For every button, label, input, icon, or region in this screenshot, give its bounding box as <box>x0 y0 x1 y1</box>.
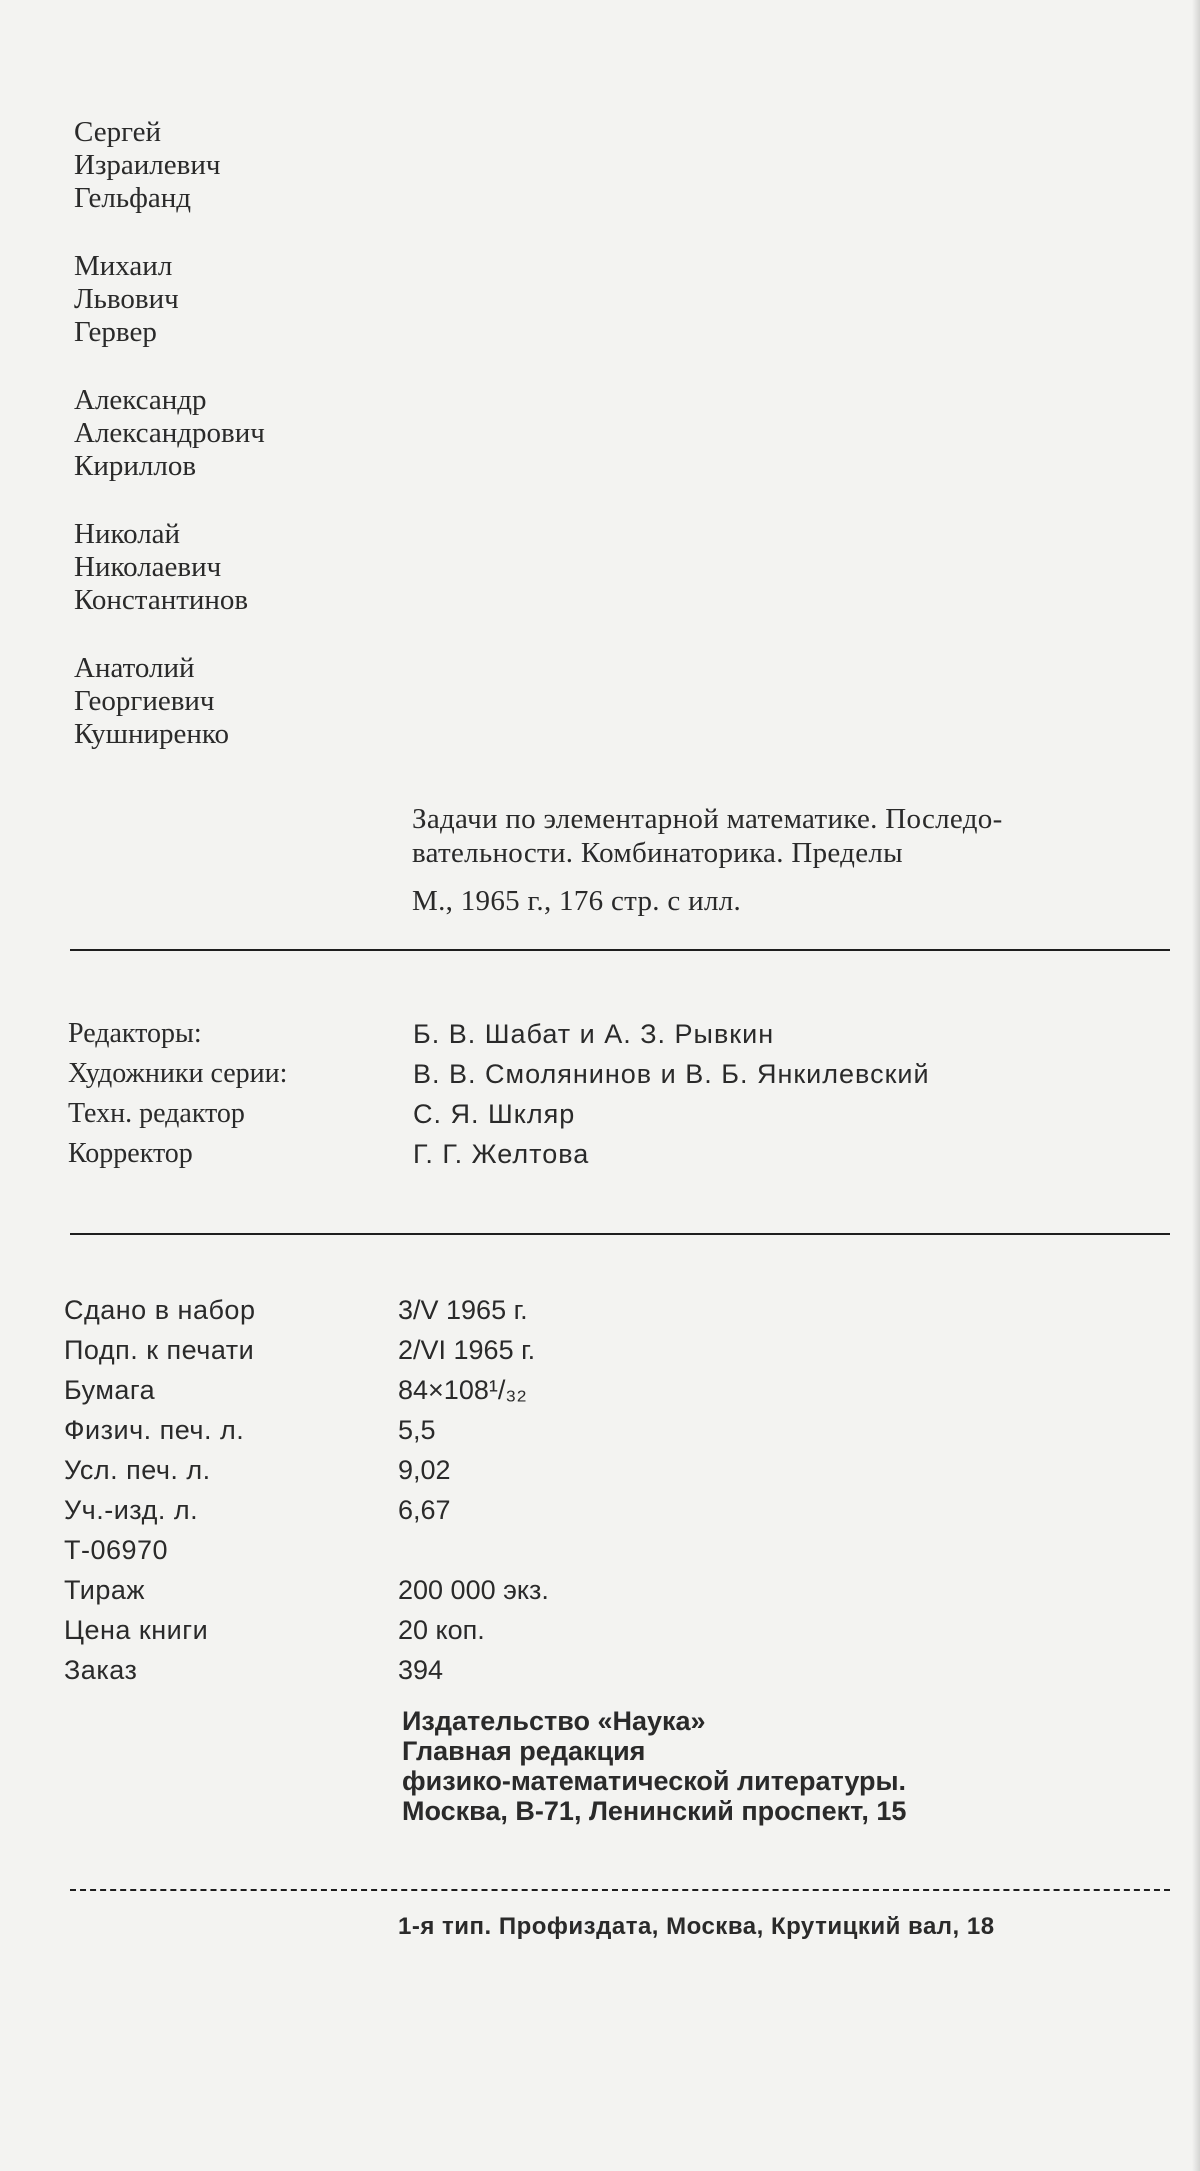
staff-row <box>68 1014 1168 1054</box>
spec-row <box>64 1490 1164 1530</box>
spec-row <box>64 1290 1164 1330</box>
spec-row <box>64 1370 1164 1410</box>
scan-edge-shadow <box>1192 0 1200 2171</box>
spec-label: Цена книги <box>64 1615 209 1645</box>
book-imprint: М., 1965 г., 176 стр. с илл. <box>412 885 742 917</box>
author-first-name: Александр <box>74 384 207 416</box>
spec-row <box>64 1450 1164 1490</box>
divider <box>70 949 1170 951</box>
staff-name: В. В. Смолянинов и В. Б. Янкилевский <box>413 1059 930 1089</box>
spec-value: 6,67 <box>398 1495 451 1525</box>
author-patronymic: Львович <box>74 283 179 315</box>
staff-role: Техн. редактор <box>68 1098 245 1129</box>
staff-role: Корректор <box>68 1138 193 1169</box>
publisher-line: Издательство «Наука» <box>402 1706 706 1736</box>
spec-value: 84×108¹/₃₂ <box>398 1375 527 1405</box>
author-last-name: Кириллов <box>74 450 197 482</box>
spec-row <box>64 1570 1164 1610</box>
staff-role: Художники серии: <box>68 1058 288 1089</box>
author-patronymic: Николаевич <box>74 551 222 583</box>
publisher-address <box>402 1706 1162 1826</box>
author-last-name: Гельфанд <box>74 182 192 214</box>
book-annotation <box>412 802 1172 918</box>
spec-value: 20 коп. <box>398 1615 485 1645</box>
author-last-name: Кушниренко <box>74 718 230 750</box>
publisher-line: Москва, В-71, Ленинский проспект, 15 <box>402 1796 907 1826</box>
spec-label: Усл. печ. л. <box>64 1455 211 1485</box>
spec-value: 9,02 <box>398 1455 451 1485</box>
publisher-line: физико-математической литературы. <box>402 1766 907 1796</box>
spec-row <box>64 1410 1164 1450</box>
book-title-line: вательности. Комбинаторика. Пределы <box>412 837 903 869</box>
authors-list <box>74 116 494 786</box>
spec-row <box>64 1610 1164 1650</box>
spec-row <box>64 1650 1164 1690</box>
spec-label: Физич. печ. л. <box>64 1415 245 1445</box>
print-specifications <box>64 1290 1164 1690</box>
staff-name: Г. Г. Желтова <box>413 1139 590 1169</box>
spec-label: Уч.-изд. л. <box>64 1495 199 1525</box>
author-entry <box>74 384 494 483</box>
publisher-line: Главная редакция <box>402 1736 646 1766</box>
spec-row <box>64 1330 1164 1370</box>
author-entry <box>74 116 494 215</box>
printer-info: 1-я тип. Профиздата, Москва, Крутицкий вал, 18 <box>398 1913 995 1940</box>
author-patronymic: Александрович <box>74 417 265 449</box>
spec-label: Тираж <box>64 1575 145 1605</box>
staff-name: С. Я. Шкляр <box>413 1099 576 1129</box>
author-first-name: Сергей <box>74 116 161 148</box>
spec-value: 3/V 1965 г. <box>398 1295 528 1325</box>
author-patronymic: Георгиевич <box>74 685 215 717</box>
author-patronymic: Израилевич <box>74 149 221 181</box>
spec-label: Бумага <box>64 1375 156 1405</box>
spec-row <box>64 1530 1164 1570</box>
staff-row <box>68 1094 1168 1134</box>
author-entry <box>74 652 494 751</box>
spec-value: 2/VI 1965 г. <box>398 1335 536 1365</box>
book-title-line: Задачи по элементарной математике. Последо- <box>412 803 1003 835</box>
author-last-name: Гервер <box>74 316 157 348</box>
spec-value: 5,5 <box>398 1415 436 1445</box>
spec-label: Заказ <box>64 1655 138 1685</box>
author-first-name: Николай <box>74 518 181 550</box>
spec-value: 394 <box>398 1655 444 1685</box>
author-first-name: Михаил <box>74 250 173 282</box>
spec-label: Подп. к печати <box>64 1335 255 1365</box>
divider <box>70 1233 1170 1235</box>
author-entry <box>74 250 494 349</box>
author-last-name: Константинов <box>74 584 249 616</box>
divider <box>70 1889 1170 1891</box>
staff-role: Редакторы: <box>68 1018 202 1049</box>
spec-value: 200 000 экз. <box>398 1575 549 1605</box>
spec-label: Сдано в набор <box>64 1295 256 1325</box>
staff-name: Б. В. Шабат и А. З. Рывкин <box>413 1019 775 1049</box>
editorial-staff <box>68 1014 1168 1174</box>
staff-row <box>68 1134 1168 1174</box>
staff-row <box>68 1054 1168 1094</box>
spec-value <box>398 1530 1164 1570</box>
spec-label: Т-06970 <box>64 1535 169 1565</box>
author-first-name: Анатолий <box>74 652 195 684</box>
author-entry <box>74 518 494 617</box>
